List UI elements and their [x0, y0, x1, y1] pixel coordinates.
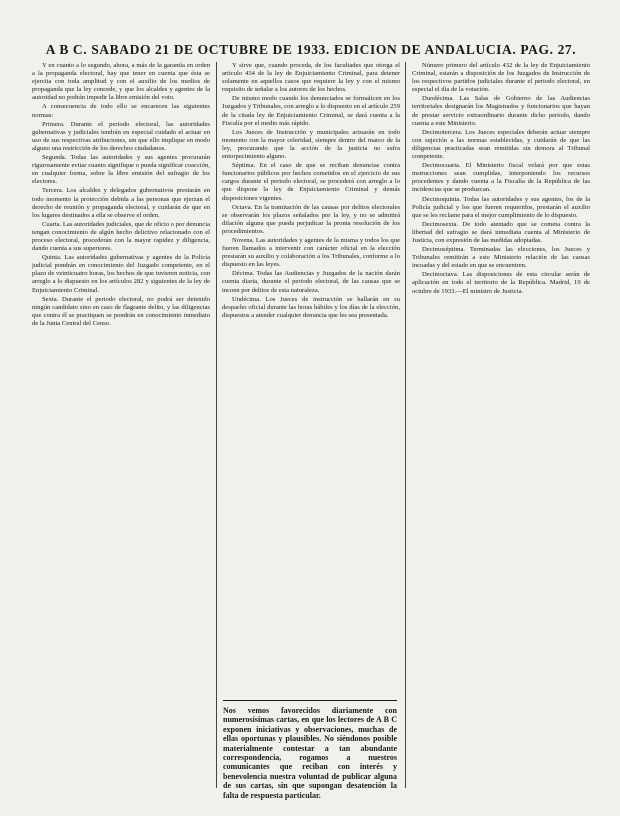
page-header: A B C. SABADO 21 DE OCTUBRE DE 1933. EDICION DE ANDALUCIA. PAG. 27.: [45, 42, 577, 57]
paragraph: Decimoctava. Las disposiciones de esta circular serán de aplicación en todo el territorio de la República. Madrid, 19 de octubre de 1933.—El ministro de Justicia.: [412, 271, 590, 295]
paragraph: De mismo modo cuando los denunciados se formalicen en los Juzgados y Tribunales, con arreglo a lo dispuesto en el artículo 259 de la citada ley de Enjuiciamiento Criminal, se dará cuenta a la Fiscalía por el medio más rápido.: [222, 95, 400, 127]
paragraph: Undécima. Los Jueces de instrucción se hallarán en su despacho oficial durante las horas hábiles y los días de la elección, dispuestos a atender cualquier denuncia que les sea presentada.: [222, 295, 400, 319]
paragraph: Quinta. Las autoridades gubernativas y agentes de la Policía judicial pondrán en conocimiento del Juzgado competente, en el plazo de veinticuatro horas, los hechos de que tuvieren noticia, con arreglo a lo dispuesto en los artículos 282 y siguientes de la ley de Enjuiciamiento Criminal.: [32, 254, 210, 294]
paragraph: Decimotercera. Los Jueces especiales deberán actuar siempre con sujeción a las normas establecidas, y cuidarán de que las diligencias practicadas sean remitidas sin demora al Tribunal competente.: [412, 128, 590, 161]
article-column-2: [222, 62, 400, 694]
paragraph: Décima. Todas las Audiencias y Juzgados de la nación darán cuenta diaria, durante el periodo electoral, de las causas que se incoen por delitos de esta naturaleza.: [222, 270, 400, 294]
paragraph: Duodécima. Las Salas de Gobierno de las Audiencias territoriales designarán los Magistrados y funcionarios que hayan de prestar servicio extraordinario durante dicho periodo, dando cuenta a este Ministerio.: [412, 95, 590, 127]
paragraph: A consecuencia de todo ello se encarecen las siguientes normas:: [32, 103, 210, 119]
paragraph: Y sirve que, cuando proceda, de los facultades que otorga el artículo 434 de la ley de Enjuiciamiento Criminal, para detener solamente en aquellos casos que requiere la ley y con el mismo requisito de señalar a los autores de los hechos.: [222, 62, 400, 94]
paragraph: Decimocuarta. El Ministerio fiscal velará por que estas instrucciones sean cumplidas, interponiendo los recursos procedentes y dando cuenta a la Fiscalía de la República de las incidencias que se produzcan.: [412, 162, 590, 194]
paragraph: Y en cuanto a lo segundo, ahora, a más de la garantía en orden a la propaganda electoral, hay que tener en cuenta que ésta se ejercita con toda amplitud y con el auxilio de los medios de propaganda que la ley concede, y que los alcaldes y agentes de la autoridad no podrán impedir la libre emisión del voto.: [32, 62, 210, 102]
paragraph: Séptima. En el caso de que se reciban denuncias contra funcionarios públicos por hechos cometidos en el ejercicio de sus cargos durante el periodo electoral, se procederá con arreglo a lo que dispone la ley de Enjuiciamiento Criminal y demás disposiciones vigentes.: [222, 162, 400, 202]
paragraph: Octava. En la tramitación de las causas por delitos electorales se observarán los plazos señalados por la ley, y no se admitirá dilación alguna que pueda perjudicar la pronta resolución de los procedimientos.: [222, 203, 400, 235]
paragraph: Novena. Las autoridades y agentes de la misma y todos los que fueren llamados a intervenir con carácter oficial en la elección prestarán su auxilio y colaboración a los Tribunales, conforme a lo dispuesto en las leyes.: [222, 236, 400, 269]
paragraph: Sexta. Durante el periodo electoral, no podrá ser detenido ningún candidato sino en caso de flagrante delito, y las diligencias que contra él se practiquen se pondrán en conocimiento inmediato de la Junta Central del Censo.: [32, 295, 210, 327]
paragraph: Cuarta. Las autoridades judiciales, que de oficio o por denuncia tengan conocimiento de algún hecho delictivo relacionado con el proceso electoral, procederán con la mayor rapidez y diligencia, dando cuenta a sus superiores.: [32, 220, 210, 253]
paragraph: Decimoquinta. Todas las autoridades y sus agentes, los de la Policía judicial y los que fueren requeridos, prestarán el auxilio que se les reclame para el mejor cumplimiento de lo dispuesto.: [412, 195, 590, 219]
paragraph: Decimoséptima. Terminadas las elecciones, los Jueces y Tribunales remitirán a este Ministerio relación de las causas incoadas y del estado en que se encuentren.: [412, 246, 590, 270]
article-column-1: [32, 62, 210, 790]
column-divider: [216, 62, 217, 788]
column-divider: [405, 62, 406, 788]
paragraph: Segunda. Todas las autoridades y sus agentes procurarán rigurosamente evitar cuanto signifique o pueda significar coacción, en cualquier forma, sobre la libre emisión del sufragio de los electores.: [32, 154, 210, 186]
paragraph: Primera. Durante el periodo electoral, las autoridades gubernativas y judiciales tendrán en especial cuidado el actuar en uso de sus respectivas atribuciones, sin que ello implique en modo alguno una restricción de los derechos ciudadanos.: [32, 120, 210, 152]
paragraph: Los Jueces de Instrucción y municipales actuarán en todo momento con la mayor celeridad, siempre dentro del marco de la ley, procurando que la acción de la justicia no sufra entorpecimiento alguno.: [222, 128, 400, 161]
paragraph: Tercera. Los alcaldes y delegados gubernativos prestarán en todo momento la protección debida a las personas que ejerzan el derecho de reunión y propaganda electoral, y cuidarán de que en los lugares destinados a ella se observe el orden.: [32, 187, 210, 219]
readers-notice-box: Nos vemos favorecidos diariamente con numerosísimas cartas, en que los lectores de A B C exponen iniciativas y observaciones, muchas de ellas oportunas y plausibles. No siéndonos posible materialmente contestar a tan abundante correspondencia, rogamos a nuestros comunicantes que reciban con interés y benevolencia nuestra voluntad de publicar alguna de sus cartas, sin que supongan desatención la falta de respuesta particular.: [223, 700, 397, 800]
paragraph: Número primero del artículo 432 de la ley de Enjuiciamiento Criminal, estarán a disposición de los Juzgados de Instrucción de los respectivos partidos judiciales durante el periodo electoral, en especial el día de la votación.: [412, 62, 590, 94]
article-column-3: [412, 62, 590, 790]
paragraph: Decimosexta. De todo atentado que se cometa contra la libertad del sufragio se dará inmediata cuenta al Ministerio de Justicia, con expresión de las medidas adoptadas.: [412, 220, 590, 244]
